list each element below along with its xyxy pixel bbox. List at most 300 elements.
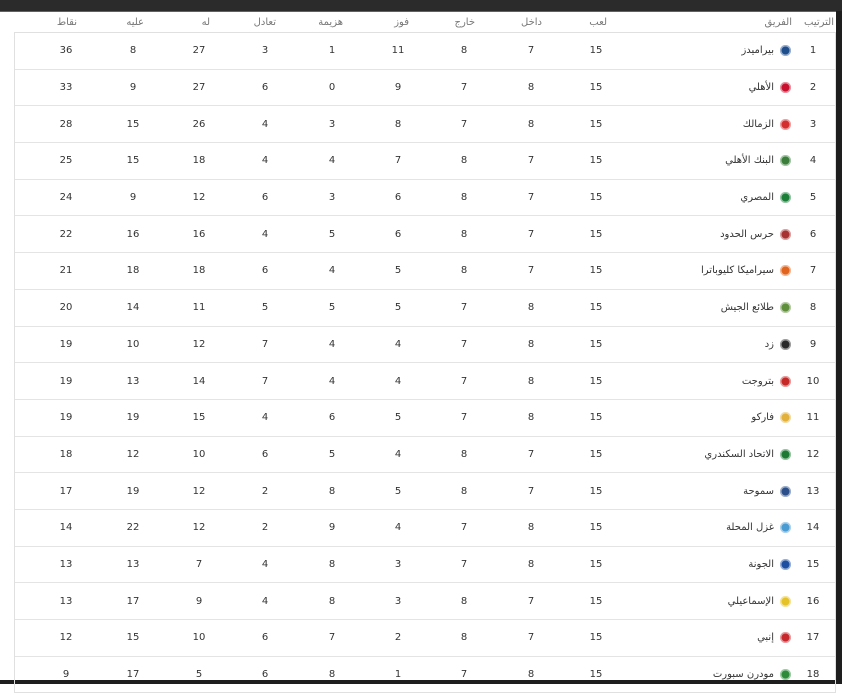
- away-cell: [408, 265, 474, 276]
- table-row[interactable]: [15, 70, 835, 107]
- draw-cell-value: 6: [261, 192, 269, 204]
- ghazl-el-mahalla-logo-icon: [780, 522, 791, 533]
- goals-for-cell-value: 15: [192, 412, 206, 424]
- home-cell: [474, 632, 541, 643]
- header-goals-against-label: عليه: [126, 16, 144, 28]
- rank-cell: 6: [809, 228, 817, 240]
- goals-against-cell: [76, 522, 143, 533]
- goals-against-cell: [76, 632, 143, 643]
- goals-against-cell: [76, 192, 143, 203]
- ceramica-cleopatra-logo-icon: [780, 265, 791, 276]
- away-cell: [408, 632, 474, 643]
- table-row[interactable]: [15, 33, 835, 70]
- header-draw-label: تعادل: [253, 16, 276, 28]
- away-cell: [408, 486, 474, 497]
- home-cell-value: 8: [527, 302, 535, 314]
- header-team-label: الفريق: [764, 16, 792, 28]
- played-cell: [541, 82, 606, 93]
- win-cell-value: 8: [394, 118, 402, 130]
- draw-cell: [209, 559, 275, 570]
- goals-for-cell: [143, 486, 209, 497]
- rank-cell: 9: [809, 338, 817, 350]
- points-cell-value: 19: [59, 375, 73, 387]
- points-cell-value: 20: [59, 302, 73, 314]
- home-cell-value: 7: [527, 228, 535, 240]
- table-row[interactable]: [15, 143, 835, 180]
- header-win-label: فوز: [394, 16, 409, 28]
- team-name[interactable]: سموحة: [743, 485, 774, 497]
- table-row[interactable]: [15, 657, 835, 693]
- played-cell-value: 15: [589, 558, 603, 570]
- away-cell: [408, 376, 474, 387]
- goals-for-cell: [143, 45, 209, 56]
- points-cell-value: 24: [59, 192, 73, 204]
- goals-for-cell: [143, 119, 209, 130]
- loss-cell: [275, 522, 342, 533]
- home-cell-value: 7: [527, 595, 535, 607]
- goals-for-cell: [143, 559, 209, 570]
- goals-against-cell-value: 17: [126, 595, 140, 607]
- table-row[interactable]: [15, 510, 835, 547]
- points-cell-value: 36: [59, 45, 73, 57]
- header-goals-for[interactable]: [144, 17, 210, 28]
- loss-cell-value: 1: [328, 45, 336, 57]
- played-cell-value: 15: [589, 448, 603, 460]
- goals-for-cell: [143, 155, 209, 166]
- away-cell: [408, 45, 474, 56]
- header-loss[interactable]: [276, 17, 343, 28]
- header-points[interactable]: [19, 17, 77, 28]
- win-cell: [342, 265, 408, 276]
- away-cell: [408, 229, 474, 240]
- national-bank-logo-icon: [780, 155, 791, 166]
- loss-cell: [275, 376, 342, 387]
- played-cell: [541, 155, 606, 166]
- enppi-logo-icon: [780, 632, 791, 643]
- standings-table: [14, 12, 836, 693]
- goals-for-cell-value: 12: [192, 485, 206, 497]
- goals-for-cell-value: 5: [195, 669, 203, 681]
- played-cell-value: 15: [589, 522, 603, 534]
- table-row[interactable]: [15, 290, 835, 327]
- points-cell: [18, 339, 76, 350]
- away-cell: [408, 119, 474, 130]
- played-cell-value: 15: [589, 302, 603, 314]
- draw-cell: [209, 265, 275, 276]
- draw-cell-value: 4: [261, 155, 269, 167]
- team-cell[interactable]: [606, 596, 791, 607]
- loss-cell-value: 8: [328, 558, 336, 570]
- team-name[interactable]: فاركو: [751, 412, 774, 424]
- goals-against-cell: [76, 486, 143, 497]
- table-row[interactable]: [15, 400, 835, 437]
- win-cell-value: 7: [394, 155, 402, 167]
- team-name[interactable]: بيراميدز: [741, 45, 774, 57]
- goals-for-cell: [143, 192, 209, 203]
- draw-cell: [209, 412, 275, 423]
- home-cell: [474, 522, 541, 533]
- draw-cell: [209, 82, 275, 93]
- team-cell[interactable]: [606, 82, 791, 93]
- team-cell[interactable]: [606, 522, 791, 533]
- rank-cell: 5: [809, 192, 817, 204]
- table-row[interactable]: [15, 620, 835, 657]
- table-row[interactable]: [15, 253, 835, 290]
- rank-cell: 8: [809, 302, 817, 314]
- away-cell-value: 7: [460, 522, 468, 534]
- loss-cell: [275, 155, 342, 166]
- header-home[interactable]: [475, 17, 542, 28]
- team-cell[interactable]: [606, 265, 791, 276]
- home-cell-value: 7: [527, 192, 535, 204]
- points-cell-value: 33: [59, 82, 73, 94]
- team-name[interactable]: حرس الحدود: [720, 228, 774, 240]
- draw-cell-value: 6: [261, 632, 269, 644]
- points-cell: [18, 302, 76, 313]
- rank-cell: 10: [806, 375, 820, 387]
- team-cell[interactable]: [606, 192, 791, 203]
- table-row[interactable]: [15, 106, 835, 143]
- goals-for-cell: [143, 522, 209, 533]
- away-cell: [408, 192, 474, 203]
- goals-for-cell: [143, 412, 209, 423]
- home-cell: [474, 486, 541, 497]
- goals-against-cell: [76, 119, 143, 130]
- win-cell: [342, 376, 408, 387]
- table-row[interactable]: [15, 327, 835, 364]
- modern-sport-logo-icon: [780, 669, 791, 680]
- rank-cell: 17: [806, 632, 820, 644]
- goals-for-cell-value: 7: [195, 558, 203, 570]
- played-cell: [541, 119, 606, 130]
- played-cell: [541, 302, 606, 313]
- petrojet-logo-icon: [780, 376, 791, 387]
- points-cell: [18, 522, 76, 533]
- team-name[interactable]: بتروجت: [741, 375, 774, 387]
- table-row[interactable]: [15, 437, 835, 474]
- played-cell-value: 15: [589, 485, 603, 497]
- home-cell: [474, 155, 541, 166]
- win-cell: [342, 412, 408, 423]
- team-name[interactable]: غزل المحلة: [726, 522, 774, 534]
- rank-cell: 14: [806, 522, 820, 534]
- table-row[interactable]: [15, 473, 835, 510]
- loss-cell: [275, 82, 342, 93]
- draw-cell-value: 7: [261, 338, 269, 350]
- played-cell-value: 15: [589, 375, 603, 387]
- win-cell-value: 9: [394, 82, 402, 94]
- header-draw[interactable]: [210, 17, 276, 28]
- points-cell: [18, 229, 76, 240]
- team-name[interactable]: إنبي: [757, 632, 774, 644]
- points-cell: [18, 376, 76, 387]
- loss-cell-value: 5: [328, 302, 336, 314]
- played-cell-value: 15: [589, 228, 603, 240]
- goals-for-cell-value: 18: [192, 155, 206, 167]
- goals-for-cell: [143, 376, 209, 387]
- haras-el-hodood-logo-icon: [780, 229, 791, 240]
- points-cell: [18, 412, 76, 423]
- table-row[interactable]: [15, 583, 835, 620]
- played-cell: [541, 486, 606, 497]
- team-cell[interactable]: [606, 449, 791, 460]
- goals-for-cell-value: 12: [192, 522, 206, 534]
- home-cell-value: 8: [527, 118, 535, 130]
- goals-for-cell-value: 16: [192, 228, 206, 240]
- win-cell-value: 6: [394, 228, 402, 240]
- win-cell-value: 5: [394, 265, 402, 277]
- win-cell: [342, 45, 408, 56]
- home-cell-value: 7: [527, 632, 535, 644]
- goals-for-cell: [143, 339, 209, 350]
- points-cell-value: 22: [59, 228, 73, 240]
- played-cell: [541, 339, 606, 350]
- draw-cell-value: 6: [261, 82, 269, 94]
- header-rank[interactable]: الترتيب: [804, 16, 834, 28]
- home-cell: [474, 669, 541, 680]
- points-cell-value: 14: [59, 522, 73, 534]
- home-cell: [474, 339, 541, 350]
- team-name[interactable]: الاتحاد السكندري: [704, 448, 774, 460]
- team-name[interactable]: الإسماعيلي: [727, 595, 774, 607]
- points-cell-value: 28: [59, 118, 73, 130]
- header-home-label: داخل: [521, 16, 542, 28]
- home-cell-value: 8: [527, 669, 535, 681]
- goals-for-cell-value: 9: [195, 595, 203, 607]
- home-cell: [474, 82, 541, 93]
- team-cell[interactable]: [606, 229, 791, 240]
- rank-cell: 15: [806, 558, 820, 570]
- team-name[interactable]: زد: [764, 338, 774, 350]
- header-away[interactable]: [409, 17, 475, 28]
- played-cell-value: 15: [589, 669, 603, 681]
- played-cell-value: 15: [589, 338, 603, 350]
- win-cell: [342, 559, 408, 570]
- loss-cell: [275, 412, 342, 423]
- played-cell-value: 15: [589, 632, 603, 644]
- points-cell: [18, 449, 76, 460]
- team-cell[interactable]: [606, 119, 791, 130]
- away-cell: [408, 82, 474, 93]
- draw-cell: [209, 155, 275, 166]
- played-cell-value: 15: [589, 45, 603, 57]
- draw-cell-value: 7: [261, 375, 269, 387]
- rank-cell: 13: [806, 485, 820, 497]
- win-cell: [342, 155, 408, 166]
- team-cell[interactable]: [606, 412, 791, 423]
- away-cell: [408, 339, 474, 350]
- points-cell-value: 18: [59, 448, 73, 460]
- away-cell: [408, 522, 474, 533]
- draw-cell: [209, 522, 275, 533]
- table-row[interactable]: [15, 216, 835, 253]
- win-cell: [342, 522, 408, 533]
- team-name[interactable]: سيراميكا كليوباترا: [701, 265, 774, 277]
- win-cell: [342, 82, 408, 93]
- away-cell: [408, 155, 474, 166]
- team-cell[interactable]: [606, 376, 791, 387]
- points-cell-value: 9: [62, 669, 70, 681]
- away-cell-value: 8: [460, 192, 468, 204]
- home-cell: [474, 265, 541, 276]
- draw-cell-value: 6: [261, 448, 269, 460]
- home-cell-value: 7: [527, 448, 535, 460]
- team-cell[interactable]: [606, 339, 791, 350]
- loss-cell: [275, 669, 342, 680]
- played-cell: [541, 192, 606, 203]
- home-cell-value: 7: [527, 485, 535, 497]
- al-masry-logo-icon: [780, 192, 791, 203]
- played-cell-value: 15: [589, 118, 603, 130]
- goals-against-cell-value: 19: [126, 485, 140, 497]
- team-cell[interactable]: [606, 669, 791, 680]
- header-win[interactable]: [343, 17, 409, 28]
- goals-against-cell: [76, 559, 143, 570]
- rank-cell: 11: [806, 412, 820, 424]
- table-row[interactable]: [15, 180, 835, 217]
- draw-cell: [209, 596, 275, 607]
- pyramids-logo-icon: [780, 45, 791, 56]
- win-cell-value: 3: [394, 558, 402, 570]
- rank-cell: 2: [809, 82, 817, 94]
- draw-cell-value: 4: [261, 412, 269, 424]
- win-cell-value: 2: [394, 632, 402, 644]
- goals-for-cell: [143, 632, 209, 643]
- table-row[interactable]: [15, 547, 835, 584]
- draw-cell: [209, 449, 275, 460]
- goals-against-cell: [76, 265, 143, 276]
- team-name[interactable]: البنك الأهلي: [725, 155, 774, 167]
- team-cell[interactable]: [606, 155, 791, 166]
- points-cell: [18, 82, 76, 93]
- team-cell[interactable]: [606, 632, 791, 643]
- goals-against-cell-value: 17: [126, 669, 140, 681]
- header-loss-label: هزيمة: [318, 16, 343, 28]
- goals-against-cell: [76, 669, 143, 680]
- goals-against-cell: [76, 376, 143, 387]
- loss-cell-value: 3: [328, 192, 336, 204]
- points-cell-value: 13: [59, 558, 73, 570]
- home-cell-value: 7: [527, 265, 535, 277]
- header-played[interactable]: [542, 17, 607, 28]
- team-cell[interactable]: [606, 302, 791, 313]
- zamalek-logo-icon: [780, 119, 791, 130]
- away-cell-value: 8: [460, 265, 468, 277]
- away-cell-value: 7: [460, 82, 468, 94]
- team-name[interactable]: مودرن سبورت: [712, 669, 774, 681]
- away-cell-value: 7: [460, 338, 468, 350]
- loss-cell-value: 4: [328, 265, 336, 277]
- team-name[interactable]: المصري: [740, 192, 774, 204]
- points-cell: [18, 559, 76, 570]
- away-cell-value: 8: [460, 595, 468, 607]
- played-cell: [541, 559, 606, 570]
- ismaily-logo-icon: [780, 596, 791, 607]
- points-cell-value: 25: [59, 155, 73, 167]
- played-cell-value: 15: [589, 155, 603, 167]
- goals-against-cell-value: 19: [126, 412, 140, 424]
- table-row[interactable]: [15, 363, 835, 400]
- goals-against-cell: [76, 339, 143, 350]
- team-name[interactable]: الأهلي: [748, 82, 774, 94]
- draw-cell: [209, 632, 275, 643]
- loss-cell-value: 4: [328, 375, 336, 387]
- away-cell-value: 7: [460, 669, 468, 681]
- played-cell: [541, 596, 606, 607]
- draw-cell: [209, 192, 275, 203]
- loss-cell: [275, 192, 342, 203]
- home-cell: [474, 192, 541, 203]
- draw-cell-value: 2: [261, 485, 269, 497]
- home-cell: [474, 596, 541, 607]
- header-played-label: لعب: [589, 16, 607, 28]
- loss-cell: [275, 339, 342, 350]
- goals-against-cell-value: 10: [126, 338, 140, 350]
- home-cell: [474, 412, 541, 423]
- header-goals-for-label: له: [201, 16, 210, 28]
- table-header: [14, 12, 836, 32]
- away-cell-value: 8: [460, 228, 468, 240]
- home-cell: [474, 376, 541, 387]
- team-name[interactable]: طلائع الجيش: [720, 302, 774, 314]
- rank-cell: 7: [809, 265, 817, 277]
- top-strip: [0, 0, 842, 12]
- win-cell: [342, 192, 408, 203]
- al-ahly-logo-icon: [780, 82, 791, 93]
- talaea-el-gaish-logo-icon: [780, 302, 791, 313]
- draw-cell-value: 5: [261, 302, 269, 314]
- loss-cell-value: 0: [328, 82, 336, 94]
- win-cell-value: 11: [391, 45, 405, 57]
- team-cell[interactable]: [606, 486, 791, 497]
- home-cell-value: 8: [527, 375, 535, 387]
- goals-against-cell-value: 18: [126, 265, 140, 277]
- loss-cell: [275, 632, 342, 643]
- played-cell: [541, 265, 606, 276]
- away-cell-value: 7: [460, 118, 468, 130]
- home-cell: [474, 302, 541, 313]
- win-cell-value: 3: [394, 595, 402, 607]
- played-cell-value: 15: [589, 82, 603, 94]
- rank-cell: 1: [809, 45, 817, 57]
- goals-for-cell-value: 27: [192, 45, 206, 57]
- loss-cell-value: 8: [328, 669, 336, 681]
- window-edge: [836, 11, 842, 684]
- draw-cell-value: 4: [261, 228, 269, 240]
- team-cell[interactable]: [606, 559, 791, 570]
- points-cell: [18, 119, 76, 130]
- away-cell: [408, 412, 474, 423]
- loss-cell: [275, 486, 342, 497]
- goals-against-cell: [76, 229, 143, 240]
- win-cell: [342, 632, 408, 643]
- away-cell-value: 7: [460, 375, 468, 387]
- goals-against-cell-value: 15: [126, 155, 140, 167]
- goals-against-cell-value: 15: [126, 632, 140, 644]
- played-cell-value: 15: [589, 595, 603, 607]
- goals-for-cell-value: 11: [192, 302, 206, 314]
- played-cell: [541, 449, 606, 460]
- goals-against-cell-value: 9: [129, 192, 137, 204]
- team-name[interactable]: الزمالك: [742, 118, 774, 130]
- loss-cell-value: 8: [328, 485, 336, 497]
- team-cell[interactable]: [606, 45, 791, 56]
- header-team[interactable]: [607, 17, 792, 28]
- goals-against-cell: [76, 45, 143, 56]
- goals-against-cell-value: 12: [126, 448, 140, 460]
- team-name[interactable]: الجونة: [748, 558, 774, 570]
- header-goals-against[interactable]: [77, 17, 144, 28]
